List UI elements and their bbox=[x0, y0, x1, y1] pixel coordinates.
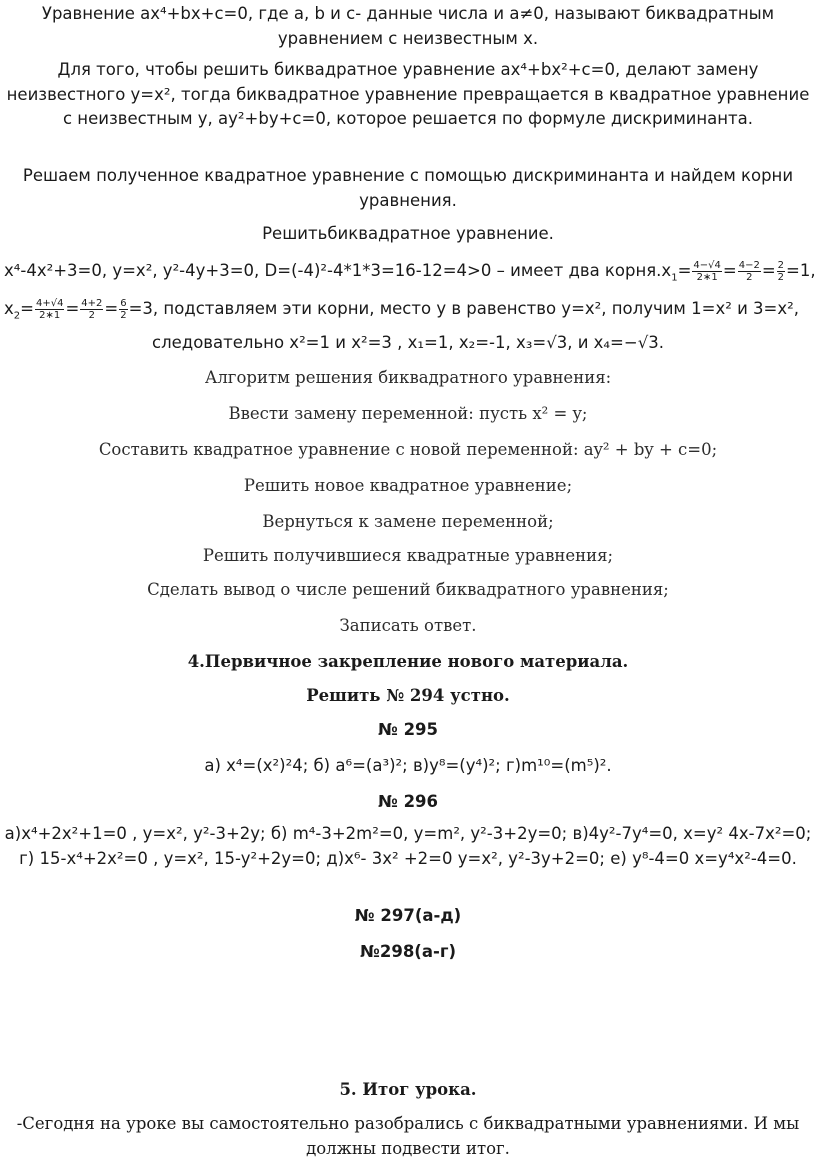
fraction: $\frac{4+√4}{2∗1}$ bbox=[35, 298, 64, 321]
algorithm-step-4: Вернуться к замене переменной; bbox=[262, 512, 554, 531]
task-298: №298(а-г) bbox=[360, 942, 456, 961]
example-line-1: x⁴-4x²+3=0, y=x², y²-4y+3=0, D=(-4)²-4*1*3=16-12=4>0 – имеет два $корня.x_1=$ $\frac{4-√4}{2∗1}$ = $\frac{4-2}{2}$ = $\frac{2}{2}$ =1, bbox=[4, 260, 816, 284]
example-line-2: $x_2=$ $\frac{4+√4}{2∗1}$ = $\frac{4+2}{2}$ = $\frac{6}{2}$ =3, подставляем эти корни, место y в равенство y=x², получим 1=x² и 3=x², bbox=[4, 298, 799, 322]
intro-paragraph-4: Решитьбиквадратное уравнение. bbox=[262, 224, 554, 243]
fraction: $\frac{4+2}{2}$ bbox=[81, 298, 103, 321]
example-line-3: следовательно x²=1 и x²=3 , x₁=1, x₂=-1, x₃=√3, и x₄=−√3. bbox=[152, 333, 664, 352]
fraction: $\frac{2}{2}$ bbox=[777, 260, 785, 283]
algorithm-title: Алгоритм решения биквадратного уравнения: bbox=[204, 368, 612, 387]
example-solution bbox=[4, 252, 816, 358]
task-295-text: а) x⁴=(x²)²4; б) a⁶=(a³)²; в)y⁸=(y⁴)²; г)m¹⁰=(m⁵)². bbox=[204, 756, 612, 775]
algorithm-step-6: Сделать вывод о числе решений биквадратного уравнения; bbox=[147, 580, 669, 599]
section-5-title: 5. Итог урока. bbox=[339, 1080, 477, 1099]
algorithm-step-1: Ввести замену переменной: пусть x² = y; bbox=[228, 404, 588, 423]
section-4-title: 4.Первичное закрепление нового материала. bbox=[187, 652, 629, 671]
algorithm-step-3: Решить новое квадратное уравнение; bbox=[243, 476, 573, 495]
algorithm-step-7: Записать ответ. bbox=[339, 616, 477, 635]
task-297: № 297(а-д) bbox=[354, 906, 462, 925]
fraction: $\frac{6}{2}$ bbox=[120, 298, 127, 321]
task-296-number: № 296 bbox=[377, 792, 439, 811]
algorithm-step-5: Решить получившиеся квадратные уравнения; bbox=[202, 546, 614, 565]
task-295-number: № 295 bbox=[377, 720, 439, 739]
intro-paragraph-1: Уравнение ax⁴+bx+c=0, где a, b и c- данные числа и a≠0, называют биквадратным уравнением с неизвестным x. bbox=[41, 4, 775, 48]
fraction: $\frac{4-√4}{2∗1}$ bbox=[693, 260, 721, 283]
task-294: Решить № 294 устно. bbox=[306, 686, 510, 705]
fraction: $\frac{4-2}{2}$ bbox=[738, 260, 760, 283]
intro-paragraph-2: Для того, чтобы решить биквадратное уравнение ax⁴+bx²+c=0, делают замену неизвестного y=x², тогда биквадратное уравнение превращается в квадратное уравнение с неизвестным y, ay²+by+c=0, которое решается по формуле дискриминанта. bbox=[6, 60, 810, 128]
section-5-text: -Сегодня на уроке вы самостоятельно разобрались с биквадратными уравнениями. И мы должны подвести итог. bbox=[16, 1114, 800, 1158]
intro-paragraph-3: Решаем полученное квадратное уравнение с помощью дискриминанта и найдем корни уравнения. bbox=[22, 166, 794, 210]
task-296-text: а)x⁴+2x²+1=0 , y=x², y²-3+2y; б) m⁴-3+2m²=0, y=m², y²-3+2y=0; в)4y²-7y⁴=0, x=y² 4x-7x²=0; г) 15-x⁴+2x²=0 , y=x², 15-y²+2y=0; д)x⁶- 3x² +2=0 y=x², y²-3y+2=0; е) y⁸-4=0 x=y⁴x²-4=0. bbox=[4, 824, 812, 868]
algorithm-step-2: Составить квадратное уравнение с новой переменной: ay² + by + c=0; bbox=[98, 440, 718, 459]
